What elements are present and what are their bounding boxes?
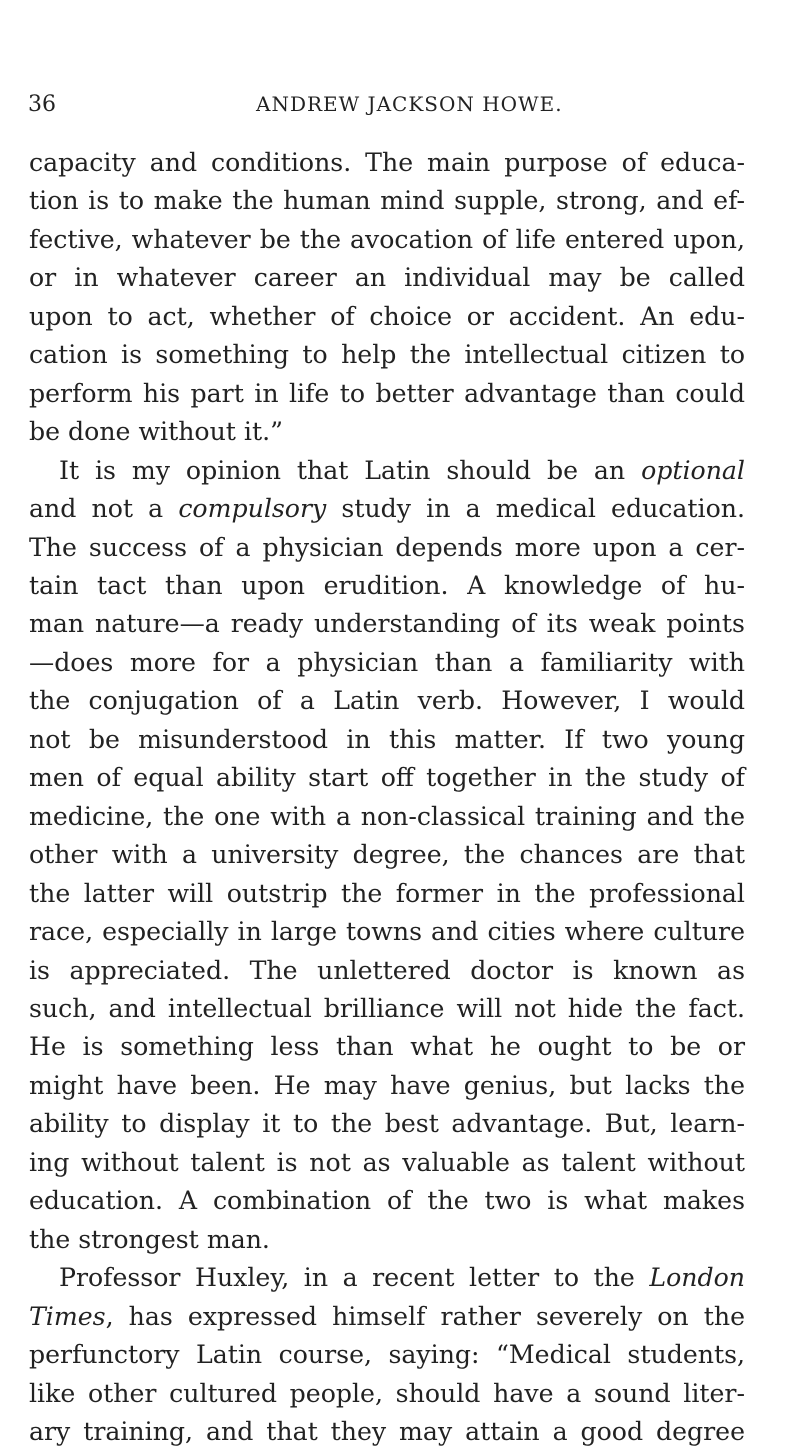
text-line: the latter will outstrip the former in the professional xyxy=(29,878,745,908)
italic-text: Times xyxy=(29,1301,106,1331)
text-line: such, and intellectual brilliance will not hide the fact. xyxy=(29,993,745,1023)
text-line: cation is something to help the intellectual citizen to xyxy=(29,340,745,370)
text-line: tion is to make the human mind supple, strong, and ef- xyxy=(29,186,745,216)
text-line: man nature—a ready understanding of its weak points xyxy=(29,609,745,639)
italic-text: compulsory xyxy=(178,494,327,524)
text-span: and not a xyxy=(29,494,179,524)
text-line: He is something less than what he ought to be or xyxy=(29,1032,745,1062)
text-line xyxy=(29,1298,745,1336)
text-line: not be misunderstood in this matter. If two young xyxy=(29,724,745,754)
page-number: 36 xyxy=(28,92,56,117)
text-line: men of equal ability start off together in the study of xyxy=(29,763,745,793)
running-title: ANDREW JACKSON HOWE. xyxy=(256,92,563,116)
text-line: education. A combination of the two is what makes xyxy=(29,1186,745,1216)
text-line: be done without it.” xyxy=(29,417,283,447)
text-line: perform his part in life to better advantage than could xyxy=(29,378,745,408)
text-line: or in whatever career an individual may be called xyxy=(29,263,745,293)
text-line: The success of a physician depends more upon a cer- xyxy=(29,532,745,562)
italic-text: London xyxy=(649,1263,745,1293)
italic-text: optional xyxy=(641,455,745,485)
text-span: It is my opinion that Latin should be an xyxy=(59,455,642,485)
text-line: other with a university degree, the chances are that xyxy=(29,840,745,870)
text-line: medicine, the one with a non-classical training and the xyxy=(29,801,745,831)
text-span: , has expressed himself rather severely on the xyxy=(105,1301,745,1331)
text-line: tain tact than upon erudition. A knowledge of hu- xyxy=(29,570,745,600)
text-line: the conjugation of a Latin verb. However, I would xyxy=(29,686,745,716)
text-line: ary training, and that they may attain a good degree xyxy=(29,1416,745,1446)
text-span: Professor Huxley, in a recent letter to the xyxy=(59,1263,650,1293)
text-line: upon to act, whether of choice or accident. An edu- xyxy=(29,301,745,331)
text-line: like other cultured people, should have a sound liter- xyxy=(29,1378,745,1408)
text-line: —does more for a physician than a familiarity with xyxy=(29,647,745,677)
text-line: ing without talent is not as valuable as talent without xyxy=(29,1147,745,1177)
text-line: is appreciated. The unlettered doctor is known as xyxy=(29,955,745,985)
text-line xyxy=(29,490,745,528)
text-line: ability to display it to the best advantage. But, learn- xyxy=(29,1109,745,1139)
text-line: race, especially in large towns and cities where culture xyxy=(29,917,745,947)
text-line: might have been. He may have genius, but lacks the xyxy=(29,1070,745,1100)
body-text xyxy=(29,144,745,1451)
text-line: capacity and conditions. The main purpose of educa- xyxy=(29,148,745,177)
text-span: study in a medical education. xyxy=(326,494,745,524)
text-line: fective, whatever be the avocation of life entered upon, xyxy=(29,224,745,254)
paragraph-start-line xyxy=(29,452,745,490)
text-line: the strongest man. xyxy=(29,1224,270,1254)
text-line: perfunctory Latin course, saying: “Medical students, xyxy=(29,1340,745,1370)
paragraph-start-line xyxy=(29,1259,745,1297)
